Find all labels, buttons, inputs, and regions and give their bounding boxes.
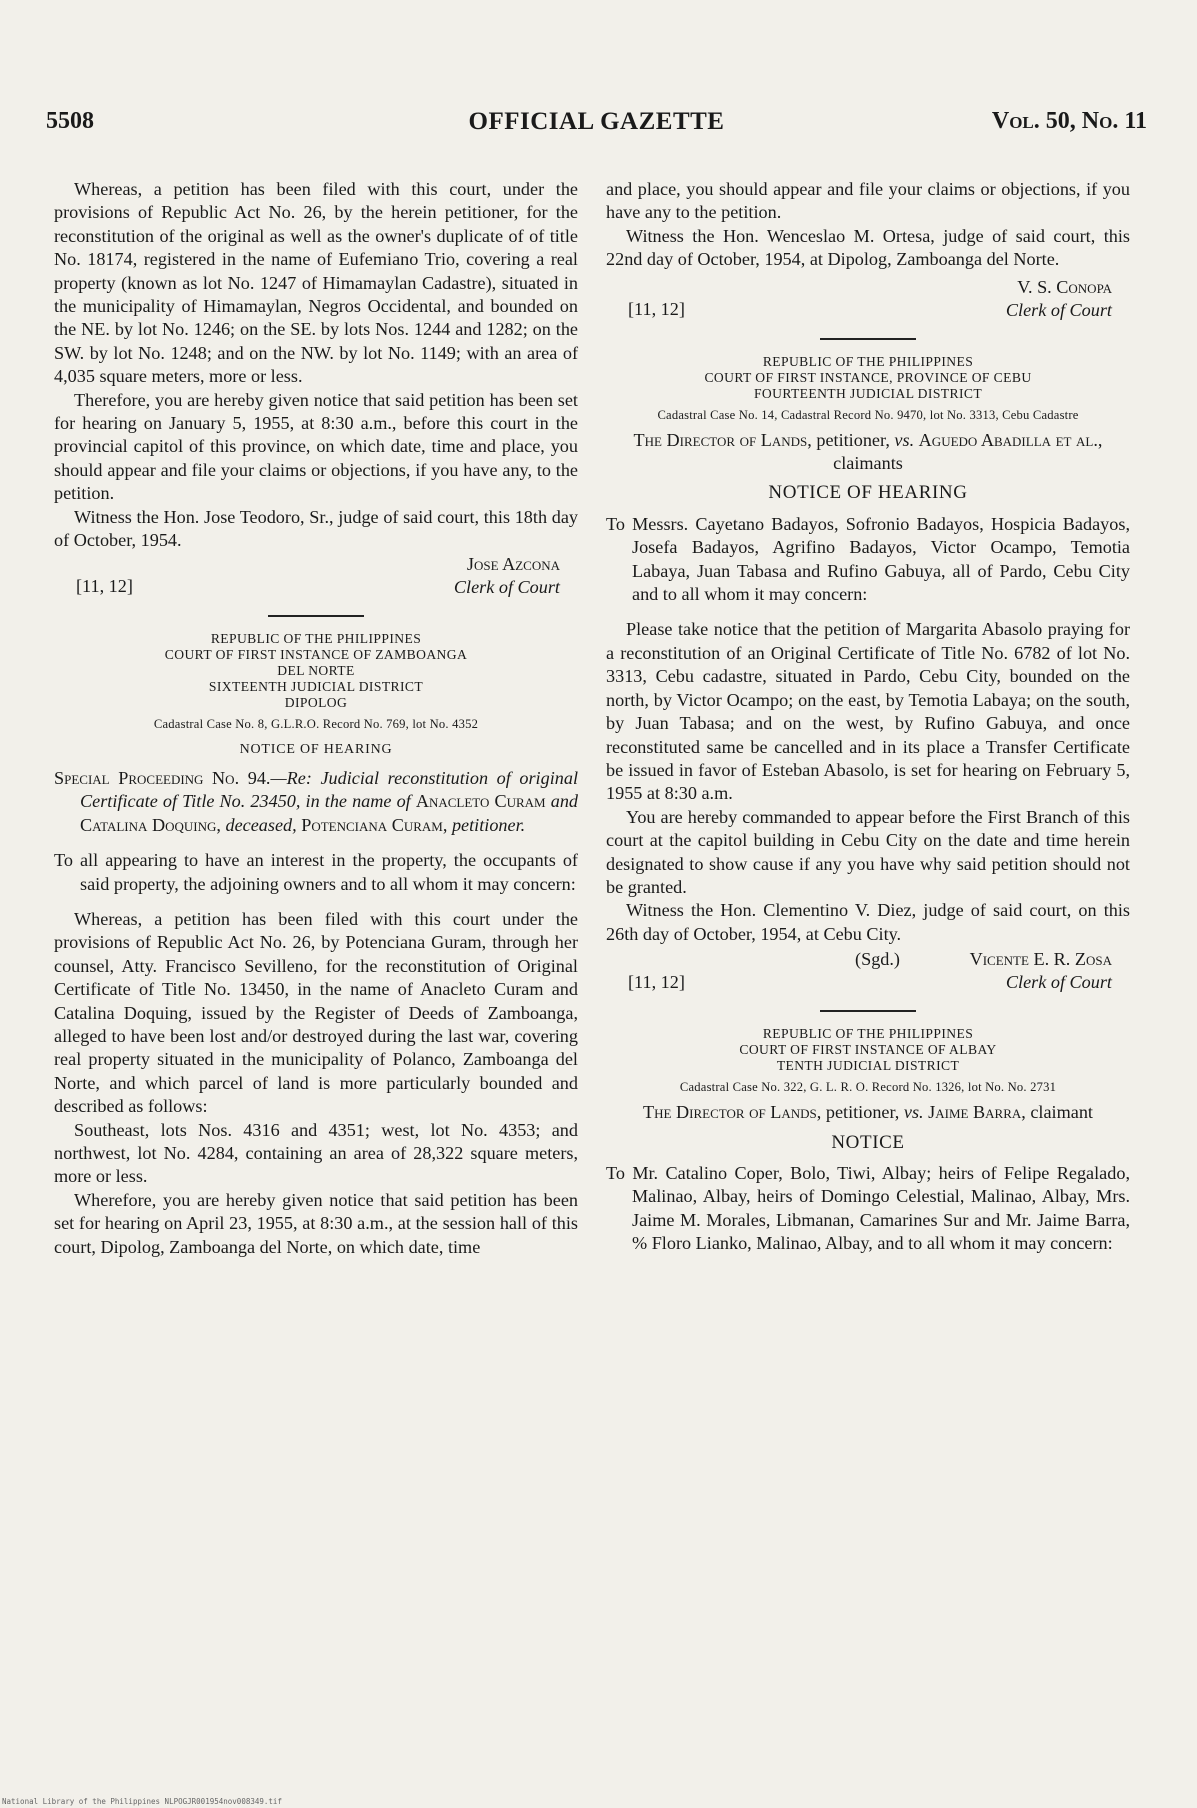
special-proceeding	[54, 767, 578, 837]
court-line: COURT OF FIRST INSTANCE, PROVINCE OF CEBU	[704, 369, 1032, 385]
party-name: Catalina Doquing,	[80, 814, 221, 835]
case-caption	[606, 1101, 1130, 1124]
signatory-name: Jose Azcona	[466, 553, 560, 574]
court-line: REPUBLIC OF THE PHILIPPINES	[762, 353, 974, 369]
paragraph: Witness the Hon. Wenceslao M. Ortesa, judge of said court, this 22nd day of October, 1954, at Dipolog, Zamboanga del Norte.	[606, 225, 1130, 270]
signed-marker: (Sgd.)	[855, 949, 900, 970]
issue-reference: [11, 12]	[628, 299, 685, 320]
paragraph: Southeast, lots Nos. 4316 and 4351; west, lot No. 4353; and northwest, lot No. 4284, containing an area of 28,322 square meters, more or less.	[54, 1119, 578, 1187]
paragraph: Whereas, a petition has been filed with this court, under the provisions of Republic Act No. 26, by the herein petitioner, for the reconstitution of the original as well as the owner's duplicate of of title No. 18174, registered in the name of Eufemiano Trio, covering a real property (known as lot No. 1247 of Himamaylan Cadastre), situated in the municipality of Himamaylan, Negros Occidental, and bounded on the NE. by lot No. 1246; on the SE. by lots Nos. 1244 and 1282; on the SW. by lot No. 1248; and on the NW. by lot No. 1149; with an area of 4,035 square meters, more or less.	[54, 179, 578, 387]
party-role: claimant	[1030, 1102, 1093, 1123]
paragraph: Whereas, a petition has been filed with this court under the provisions of Republic Act No. 26, by Potenciana Guram, through her counsel, Atty. Francisco Sevilleno, for the reconstitution of Original Certificate of Title No. 13450, in the name of Anacleto Curam and Catalina Doquing, issued by the Register of Deeds of Zamboanga, alleged to have been lost and/or destroyed during the last war, covering real property situated in the municipality of Polanco, Zamboanga del Norte, and which parcel of land is more particularly bounded and described as follows:	[54, 908, 578, 1117]
party-role: petitioner.	[451, 814, 526, 835]
party-role: petitioner,	[825, 1102, 900, 1123]
party-role: petitioner,	[816, 429, 890, 450]
page-header	[46, 108, 1147, 142]
signature-block	[606, 948, 1130, 996]
signatory-name: V. S. Conopa	[1017, 276, 1112, 297]
party-name: The Director of Lands,	[643, 1102, 822, 1123]
court-line: DIPOLOG	[284, 694, 348, 710]
conjunction: and	[550, 791, 578, 812]
party-status: deceased,	[225, 814, 297, 835]
party-name: The Director of Lands,	[633, 429, 812, 450]
notice-title: NOTICE OF HEARING	[239, 741, 393, 757]
paragraph: Wherefore, you are hereby given notice that said petition has been set for hearing on April 23, 1955, at 8:30 a.m., at the session hall of this court, Dipolog, Zamboanga del Norte, on which date, time	[54, 1189, 578, 1257]
issue-reference: [11, 12]	[628, 971, 685, 992]
left-column	[54, 178, 578, 1259]
signature-block	[606, 276, 1130, 324]
party-name: Jaime Barra,	[928, 1102, 1026, 1123]
addressee-paragraph: To Mr. Catalino Coper, Bolo, Tiwi, Albay; heirs of Felipe Regalado, Malinao, Albay, heirs of Domingo Celestial, Malinao, Albay, Mrs. Jaime M. Morales, Libmanan, Camarines Sur and Mr. Jaime Barra, % Floro Lianko, Malinao, Albay, and to all whom it may concern:	[606, 1162, 1130, 1254]
section-divider	[268, 615, 364, 617]
proceeding-subject: —Re: Judicial reconstitution of original Certificate of Title No. 23450, in the name of	[80, 767, 579, 812]
court-line: COURT OF FIRST INSTANCE OF ZAMBOANGA	[164, 646, 468, 662]
section-divider	[820, 1010, 916, 1012]
paragraph: Witness the Hon. Clementino V. Diez, judge of said court, on this 26th day of October, 1954, at Cebu City.	[606, 900, 1130, 944]
versus: vs.	[894, 429, 915, 450]
paragraph: and place, you should appear and file your claims or objections, if you have any to the petition.	[606, 179, 1130, 223]
party-name: Potenciana Curam,	[301, 814, 448, 835]
volume-number: Vol. 50, No. 11	[991, 108, 1147, 134]
signatory-title: Clerk of Court	[1005, 299, 1112, 320]
signature-block	[54, 553, 578, 601]
scan-footer: National Library of the Philippines NLPOGJR001954nov008349.tif	[2, 1797, 282, 1806]
party-name: Anacleto Curam	[415, 791, 546, 812]
paragraph: Please take notice that the petition of Margarita Abasolo praying for a reconstitution of an Original Certificate of Title No. 6782 of lot No. 3313, Cebu cadastre, situated in Pardo, Cebu City, bounded on the north, by Victor Ocampo; on the east, by Temotia Labaya; on the south, by Juan Tabasa; and on the west, by Rufino Gabuya, and once reconstituted same be cancelled and in its place a Transfer Certificate be issued in favor of Esteban Abasolo, is set for hearing on February 5, 1955 at 8:30 a.m.	[606, 619, 1130, 804]
court-heading	[606, 354, 1130, 402]
court-line: COURT OF FIRST INSTANCE OF ALBAY	[739, 1042, 997, 1058]
versus: vs.	[903, 1102, 924, 1123]
paragraph: Witness the Hon. Jose Teodoro, Sr., judge of said court, this 18th day of October, 1954.	[54, 506, 578, 551]
court-heading	[54, 631, 578, 711]
signatory-title: Clerk of Court	[1005, 972, 1112, 993]
party-role: claimants	[833, 453, 903, 474]
court-line: FOURTEENTH JUDICIAL DISTRICT	[753, 385, 983, 401]
addressee-paragraph: To all appearing to have an interest in the property, the occupants of said property, the adjoining owners and to all whom it may concern:	[54, 850, 578, 894]
case-reference: Cadastral Case No. 14, Cadastral Record No. 9470, lot No. 3313, Cebu Cadastre	[657, 407, 1079, 422]
court-line: REPUBLIC OF THE PHILIPPINES	[762, 1026, 974, 1042]
notice-title: NOTICE	[831, 1131, 905, 1153]
issue-reference: [11, 12]	[76, 576, 133, 597]
page-number: 5508	[46, 108, 94, 134]
court-heading	[606, 1026, 1130, 1074]
signatory-title: Clerk of Court	[453, 576, 560, 597]
court-line: SIXTEENTH JUDICIAL DISTRICT	[208, 678, 424, 694]
addressee-paragraph: To Messrs. Cayetano Badayos, Sofronio Badayos, Hospicia Badayos, Josefa Badayos, Agrifino Badayos, Victor Ocampo, Temotia Labaya, Juan Tabasa and Rufino Gabuya, all of Pardo, Cebu City and to all whom it may concern:	[606, 513, 1130, 605]
case-reference: Cadastral Case No. 322, G. L. R. O. Record No. 1326, lot No. No. 2731	[679, 1080, 1057, 1095]
notice-title: NOTICE OF HEARING	[768, 482, 968, 504]
court-line: REPUBLIC OF THE PHILIPPINES	[210, 630, 422, 646]
section-divider	[820, 338, 916, 340]
court-line: TENTH JUDICIAL DISTRICT	[776, 1058, 960, 1074]
case-caption	[606, 429, 1130, 476]
right-column	[606, 178, 1130, 1256]
signatory-name: Vicente E. R. Zosa	[969, 949, 1112, 970]
court-line: DEL NORTE	[277, 662, 355, 678]
proceeding-number: Special Proceeding No. 94.	[54, 767, 271, 788]
paragraph: Therefore, you are hereby given notice that said petition has been set for hearing on January 5, 1955, at 8:30 a.m., before this court in the provincial capitol of this province, on which date, time and place, you should appear and file your claims or objections, if you have any, to the petition.	[54, 389, 578, 504]
case-reference: Cadastral Case No. 8, G.L.R.O. Record No. 769, lot No. 4352	[153, 716, 479, 731]
publication-title: OFFICIAL GAZETTE	[468, 108, 725, 135]
party-name: Aguedo Abadilla et al.,	[918, 429, 1103, 450]
paragraph: You are hereby commanded to appear before the First Branch of this court at the capitol building in Cebu City on the date and time herein designated to show cause if any you have why said petition should not be granted.	[606, 806, 1130, 897]
